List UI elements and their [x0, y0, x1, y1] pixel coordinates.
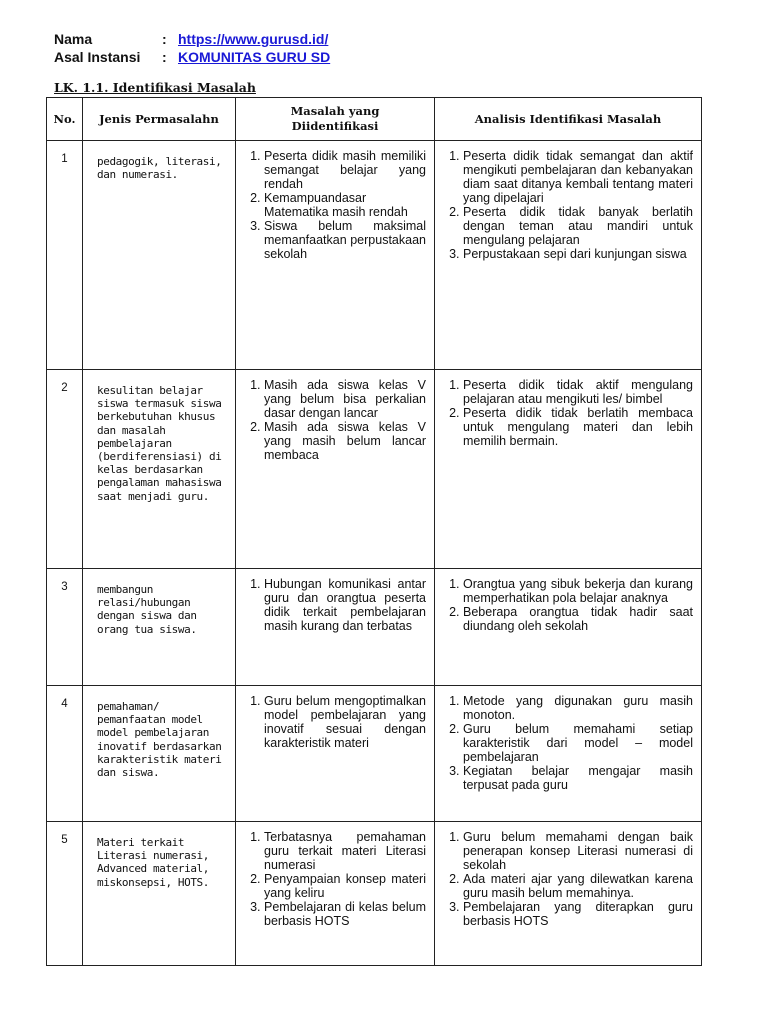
website-link[interactable]: https://www.gurusd.id/: [178, 31, 329, 47]
list-item: 2. Guru belum memahami setiap karakteristik dari model – model pembelajaran: [463, 722, 693, 764]
identified-problem: [236, 141, 435, 370]
row-number: 5: [47, 822, 83, 966]
list-item: 1. Guru belum memahami dengan baik penerapan konsep Literasi numerasi di sekolah: [463, 830, 693, 872]
list-item: 1. Guru belum mengoptimalkan model pembelajaran yang inovatif sesuai dengan karakteristik materi: [264, 694, 426, 750]
problem-analysis: [435, 822, 702, 966]
table-row: [47, 822, 702, 966]
header-jenis: Jenis Permasalahn: [83, 98, 236, 141]
header-analisis: Analisis Identifikasi Masalah: [435, 98, 702, 141]
identified-problem: [236, 686, 435, 822]
row-number: 2: [47, 370, 83, 569]
problem-analysis: [435, 686, 702, 822]
identified-problem: [236, 569, 435, 686]
list-item: 2. Masih ada siswa kelas V yang masih belum lancar membaca: [264, 420, 426, 462]
table-row: [47, 686, 702, 822]
list-item: 2. Kemampuandasar Matematika masih rendah: [264, 191, 426, 219]
list-item: 1. Terbatasnya pemahaman guru terkait materi Literasi numerasi: [264, 830, 426, 872]
instansi-row: [54, 48, 330, 66]
list-item: 3. Siswa belum maksimal memanfaatkan perpustakaan sekolah: [264, 219, 426, 261]
list-item: 2. Peserta didik tidak banyak berlatih dengan teman atau mandiri untuk mengulang pelajaran: [463, 205, 693, 247]
instansi-label: Asal Instansi: [54, 49, 141, 65]
list-item: 1. Peserta didik tidak semangat dan aktif mengikuti pembelajaran dan kebanyakan diam saat ditanya kembali tentang materi yang dipelajari: [463, 149, 693, 205]
problem-type: pemahaman/ pemanfaatan model model pembelajaran inovatif berdasarkan karakteristik materi dan siswa.: [83, 686, 236, 822]
list-item: 1. Orangtua yang sibuk bekerja dan kurang memperhatikan pola belajar anaknya: [463, 577, 693, 605]
nama-label: Nama: [54, 31, 93, 47]
nama-row: [54, 30, 330, 48]
document-header: [54, 30, 330, 66]
identified-problem: [236, 822, 435, 966]
list-item: 2. Penyampaian konsep materi yang keliru: [264, 872, 426, 900]
header-no: No.: [47, 98, 83, 141]
problem-analysis: [435, 370, 702, 569]
row-number: 3: [47, 569, 83, 686]
table-row: [47, 141, 702, 370]
list-item: 1. Peserta didik tidak aktif mengulang pelajaran atau mengikuti les/ bimbel: [463, 378, 693, 406]
list-item: 1. Peserta didik masih memiliki semangat belajar yang rendah: [264, 149, 426, 191]
table-header-row: [47, 98, 702, 141]
problem-analysis: [435, 141, 702, 370]
table-body: [47, 141, 702, 966]
problem-type: membangun relasi/hubungan dengan siswa dan orang tua siswa.: [83, 569, 236, 686]
list-item: 1. Masih ada siswa kelas V yang belum bisa perkalian dasar dengan lancar: [264, 378, 426, 420]
list-item: 3. Perpustakaan sepi dari kunjungan siswa: [463, 247, 693, 261]
list-item: 1. Metode yang digunakan guru masih monoton.: [463, 694, 693, 722]
problem-analysis: [435, 569, 702, 686]
nama-colon: :: [162, 31, 167, 47]
identification-table: [46, 97, 702, 966]
list-item: 3. Pembelajaran di kelas belum berbasis HOTS: [264, 900, 426, 928]
table-row: [47, 370, 702, 569]
list-item: 2. Peserta didik tidak berlatih membaca untuk mengulang materi dan lebih memilih bermain.: [463, 406, 693, 448]
list-item: 3. Pembelajaran yang diterapkan guru berbasis HOTS: [463, 900, 693, 928]
identified-problem: [236, 370, 435, 569]
row-number: 1: [47, 141, 83, 370]
list-item: 2. Ada materi ajar yang dilewatkan karena guru masih belum memahinya.: [463, 872, 693, 900]
list-item: 3. Kegiatan belajar mengajar masih terpusat pada guru: [463, 764, 693, 792]
problem-type: Materi terkait Literasi numerasi, Advanced material, miskonsepsi, HOTS.: [83, 822, 236, 966]
header-masalah: Masalah yang Diidentifikasi: [236, 98, 435, 141]
problem-type: pedagogik, literasi, dan numerasi.: [83, 141, 236, 370]
instansi-link[interactable]: KOMUNITAS GURU SD: [178, 49, 331, 65]
document-title-text: LK. 1.1. Identifikasi Masalah: [54, 80, 256, 95]
table-row: [47, 569, 702, 686]
instansi-colon: :: [162, 49, 167, 65]
problem-type: kesulitan belajar siswa termasuk siswa berkebutuhan khusus dan masalah pembelajaran (berdiferensiasi) di kelas berdasarkan pengalaman mahasiswa saat menjadi guru.: [83, 370, 236, 569]
list-item: 2. Beberapa orangtua tidak hadir saat diundang oleh sekolah: [463, 605, 693, 633]
row-number: 4: [47, 686, 83, 822]
document-title: [54, 80, 256, 95]
list-item: 1. Hubungan komunikasi antar guru dan orangtua peserta didik terkait pembelajaran masih kurang dan terbatas: [264, 577, 426, 633]
